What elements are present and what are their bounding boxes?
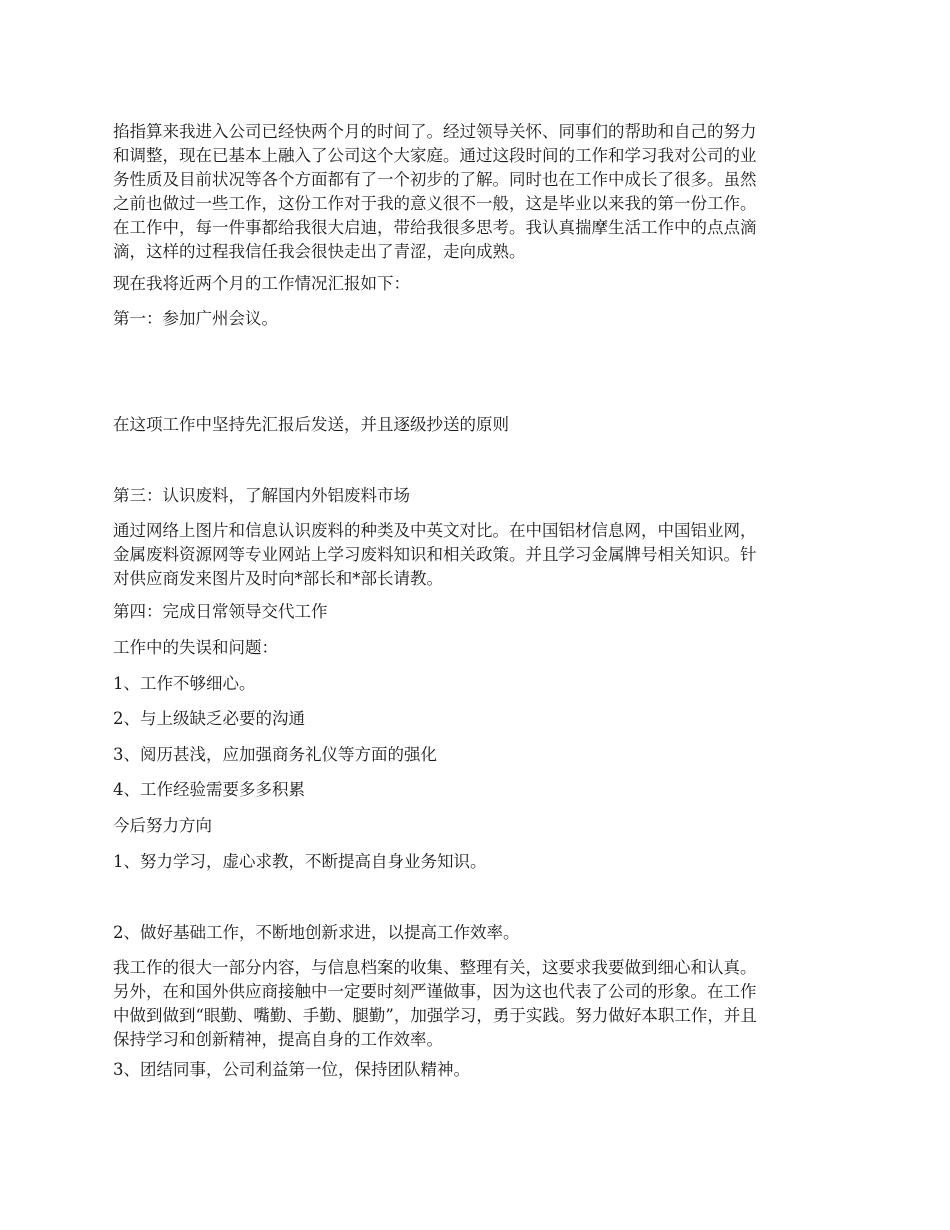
direction-two-line: 保持学习和创新精神，提高自身的工作效率。 [113, 1030, 443, 1049]
problems-heading: 工作中的失误和问题： [113, 638, 278, 657]
direction-two-paragraph [113, 956, 843, 1052]
problem-item: 3、阅历甚浅，应加强商务礼仪等方面的强化 [113, 745, 437, 764]
direction-two-line: 我工作的很大一部分内容，与信息档案的收集、整理有关，这要求我要做到细心和认真。 [113, 958, 757, 977]
item-three-line: 对供应商发来图片及时向*部长和*部长请教。 [113, 569, 443, 588]
intro-line: 在工作中，每一件事都给我很大启迪，带给我很多思考。我认真揣摩生活工作中的点点滴 [113, 218, 757, 237]
item-three-heading: 第三：认识废料，了解国内外铝废料市场 [113, 486, 410, 505]
direction-item-three: 3、团结同事，公司利益第一位，保持团队精神。 [113, 1060, 470, 1079]
problem-item: 2、与上级缺乏必要的沟通 [113, 709, 305, 728]
report-intro: 现在我将近两个月的工作情况汇报如下： [113, 274, 410, 293]
intro-line: 之前也做过一些工作，这份工作对于我的意义很不一般，这是毕业以来我的第一份工作。 [113, 194, 757, 213]
direction-two-line: 中做到做到“眼勤、嘴勤、手勤、腿勤”，加强学习，勇于实践。努力做好本职工作，并且 [113, 1006, 757, 1025]
item-three-line: 通过网络上图片和信息认识废料的种类及中英文对比。在中国铝材信息网，中国铝业网， [113, 521, 757, 540]
principle-text: 在这项工作中坚持先汇报后发送，并且逐级抄送的原则 [113, 415, 509, 434]
item-three-line: 金属废料资源网等专业网站上学习废料知识和相关政策。并且学习金属牌号相关知识。针 [113, 545, 757, 564]
intro-line: 掐指算来我进入公司已经快两个月的时间了。经过领导关怀、同事们的帮助和自己的努力 [113, 122, 757, 141]
direction-two-line: 另外，在和国外供应商接触中一定要时刻严谨做事，因为这也代表了公司的形象。在工作 [113, 982, 757, 1001]
problem-item: 4、工作经验需要多多积累 [113, 780, 305, 799]
item-three-paragraph [113, 519, 843, 591]
direction-item-one: 1、努力学习，虚心求教，不断提高自身业务知识。 [113, 852, 487, 871]
intro-line: 务性质及目前状况等各个方面都有了一个初步的了解。同时也在工作中成长了很多。虽然 [113, 170, 757, 189]
problem-item: 1、工作不够细心。 [113, 674, 256, 693]
intro-line: 滴，这样的过程我信任我会很快走出了青涩，走向成熟。 [113, 242, 526, 261]
intro-paragraph [113, 120, 843, 264]
direction-item-two: 2、做好基础工作，不断地创新求进，以提高工作效率。 [113, 923, 520, 942]
intro-line: 和调整，现在已基本上融入了公司这个大家庭。通过这段时间的工作和学习我对公司的业 [113, 146, 757, 165]
direction-heading: 今后努力方向 [113, 816, 212, 835]
item-four-heading: 第四：完成日常领导交代工作 [113, 602, 328, 621]
item-one-heading: 第一：参加广州会议。 [113, 309, 278, 328]
